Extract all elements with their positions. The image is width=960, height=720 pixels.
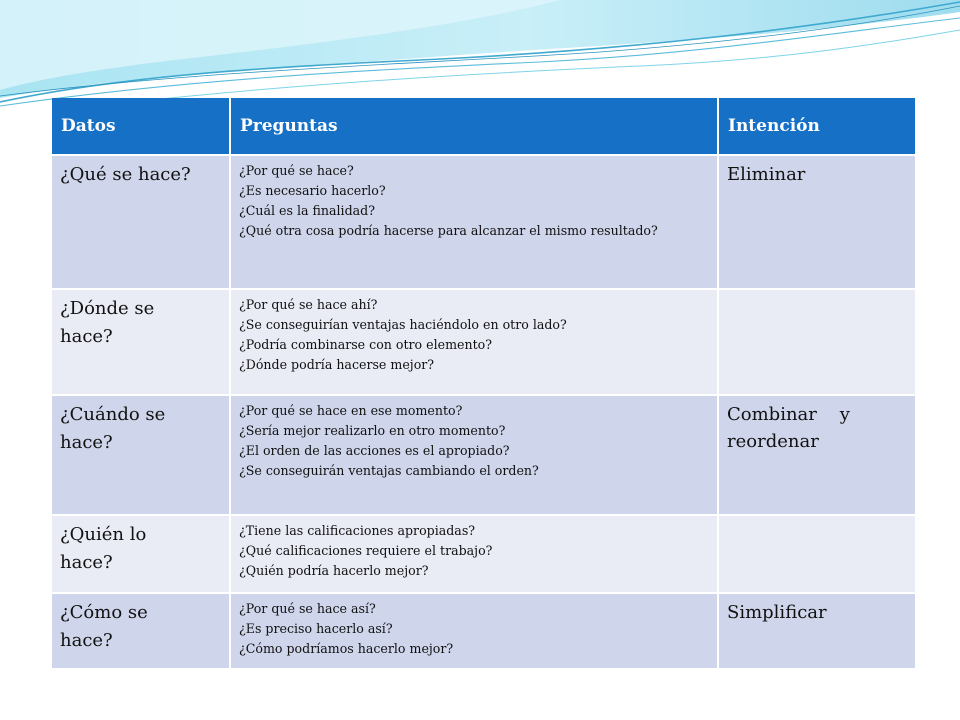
dato-text: ¿Dónde se — [60, 298, 155, 319]
preguntas-cell — [230, 515, 718, 593]
dato-cell — [52, 289, 230, 395]
pregunta: ¿Se conseguirán ventajas cambiando el orden? — [239, 463, 539, 478]
pregunta: ¿Cómo podríamos hacerlo mejor? — [239, 641, 454, 656]
table-row — [52, 593, 915, 669]
dato-cell — [52, 155, 230, 289]
pregunta: ¿Sería mejor realizarlo en otro momento? — [239, 423, 506, 438]
dato-text: hace? — [60, 326, 113, 347]
intencion-text: Simplificar — [727, 602, 827, 623]
intencion-cell — [718, 395, 915, 515]
pregunta: ¿El orden de las acciones es el apropiado? — [239, 443, 510, 458]
pregunta: ¿Qué otra cosa podría hacerse para alcanzar el mismo resultado? — [239, 223, 658, 238]
dato-text: hace? — [60, 630, 113, 651]
pregunta: ¿Por qué se hace? — [239, 163, 354, 178]
pregunta: ¿Es preciso hacerlo así? — [239, 621, 393, 636]
dato-cell — [52, 515, 230, 593]
intencion-text: Eliminar — [727, 164, 806, 185]
dato-cell — [52, 593, 230, 669]
pregunta: ¿Se conseguirían ventajas haciéndolo en otro lado? — [239, 317, 567, 332]
intencion-cell — [718, 593, 915, 669]
pregunta: ¿Dónde podría hacerse mejor? — [239, 357, 435, 372]
intencion-cell — [718, 515, 915, 593]
pregunta: ¿Por qué se hace en ese momento? — [239, 403, 463, 418]
header-datos: Datos — [52, 98, 230, 155]
dato-text: hace? — [60, 432, 113, 453]
dato-cell — [52, 395, 230, 515]
analysis-table — [52, 98, 915, 670]
table-row — [52, 395, 915, 515]
dato-text: ¿Cómo se — [60, 602, 148, 623]
pregunta: ¿Por qué se hace así? — [239, 601, 376, 616]
pregunta: ¿Tiene las calificaciones apropiadas? — [239, 523, 476, 538]
dato-text: ¿Cuándo se — [60, 404, 166, 425]
intencion-cell — [718, 289, 915, 395]
dato-text: ¿Qué se hace? — [60, 164, 191, 185]
pregunta: ¿Por qué se hace ahí? — [239, 297, 378, 312]
preguntas-cell — [230, 289, 718, 395]
pregunta: ¿Qué calificaciones requiere el trabajo? — [239, 543, 493, 558]
pregunta: ¿Es necesario hacerlo? — [239, 183, 386, 198]
intencion-cell — [718, 155, 915, 289]
table-row — [52, 155, 915, 289]
pregunta: ¿Cuál es la finalidad? — [239, 203, 375, 218]
table-row — [52, 515, 915, 593]
preguntas-cell — [230, 155, 718, 289]
pregunta: ¿Quién podría hacerlo mejor? — [239, 563, 429, 578]
dato-text: ¿Quién lo — [60, 524, 147, 545]
pregunta: ¿Podría combinarse con otro elemento? — [239, 337, 492, 352]
table-header-row — [52, 98, 915, 155]
dato-text: hace? — [60, 552, 113, 573]
intencion-text: Combinar y reordenar — [727, 404, 856, 452]
preguntas-cell — [230, 593, 718, 669]
preguntas-cell — [230, 395, 718, 515]
header-preguntas: Preguntas — [230, 98, 718, 155]
table-row — [52, 289, 915, 395]
header-intencion: Intención — [718, 98, 915, 155]
